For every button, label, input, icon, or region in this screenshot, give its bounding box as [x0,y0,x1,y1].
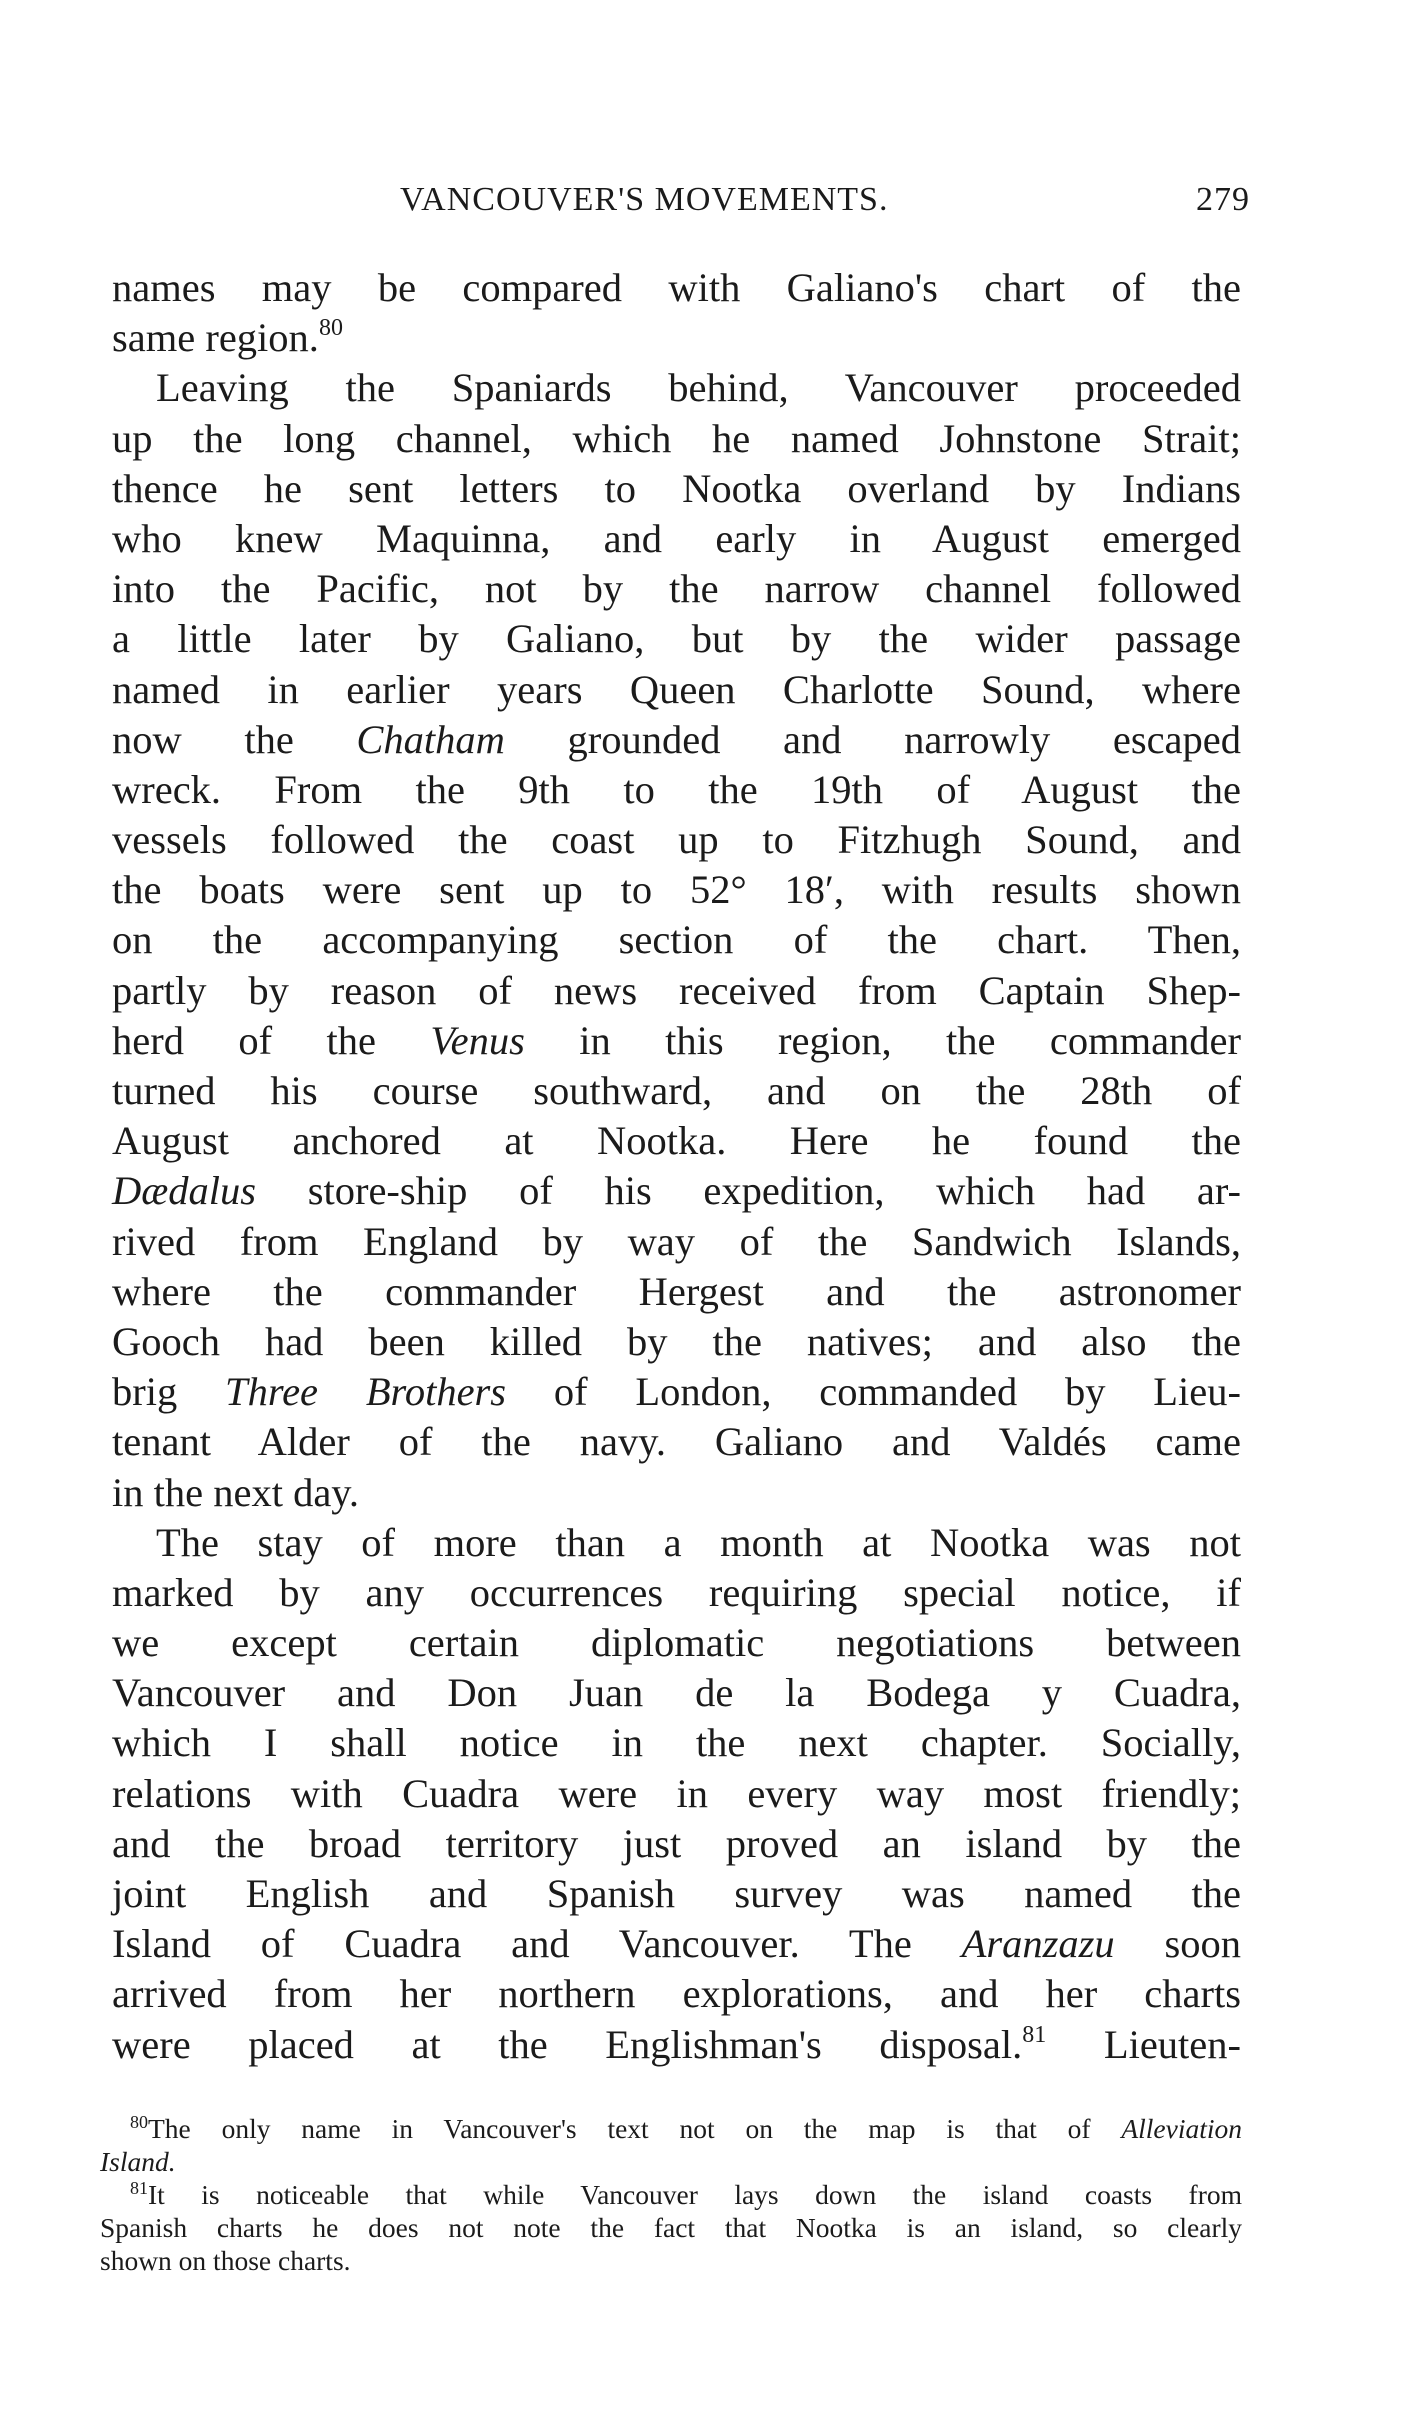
text-line: thence he sent letters to Nootka overland by Indians [112,465,1241,511]
text-segment: brig [112,1369,178,1415]
footnote-text: It is noticeable that while Vancouver lays down the island coasts from [148,2179,1242,2210]
text-line [112,1166,1241,1216]
text-line: rived from England by way of the Sandwich Islands, [112,1218,1241,1264]
text-line [112,313,1241,363]
text-line [112,1367,1241,1417]
text-line: on the accompanying section of the chart. Then, [112,917,1241,963]
text-line: joint English and Spanish survey was named the [112,1871,1241,1916]
text-line: who knew Maquinna, and early in August emerged [112,515,1241,561]
text-line: arrived from her northern explorations, and her charts [112,1971,1241,2017]
footnote-81-line: Spanish charts he does not note the fact that Nootka is an island, so clearly [100,2212,1242,2243]
text-line: we except certain diplomatic negotiations between [112,1620,1241,1666]
text-line [112,1016,1241,1066]
footnote-80-cont [100,2145,1242,2178]
footnote-number: 80 [130,2112,148,2132]
running-title: VANCOUVER'S MOVEMENTS. [400,181,889,218]
text-segment: now the [112,716,294,762]
text-line [112,1919,1241,1969]
footnote-80 [100,2112,1242,2145]
ship-name-italic: Aranzazu [961,1921,1115,1967]
ship-name-italic: Chatham [356,716,505,762]
text-line: Vancouver and Don Juan de la Bodega y Cuadra, [112,1670,1241,1716]
text-line: vessels followed the coast up to Fitzhugh Sound, and [112,817,1241,863]
ship-name-italic: Three Brothers [225,1369,507,1415]
text-line: the boats were sent up to 52° 18′, with results shown [112,867,1241,913]
footnote-81 [100,2178,1242,2211]
ship-name-italic: Venus [430,1017,525,1063]
text-segment: grounded and narrowly escaped [567,716,1242,762]
text-line: marked by any occurrences requiring special notice, if [112,1569,1241,1615]
text-line: Gooch had been killed by the natives; and also the [112,1318,1241,1364]
text-segment: in this region, the commander [579,1017,1242,1063]
text-line: a little later by Galiano, but by the wider passage [112,616,1241,662]
text-line: The stay of more than a month at Nootka was not [156,1519,1241,1565]
text-line: which I shall notice in the next chapter. Socially, [112,1720,1241,1766]
footnote-number: 81 [130,2178,148,2198]
footnote-italic: Island. [100,2146,176,2177]
footnote-text: The only name in Vancouver's text not on the map is that of [148,2113,1091,2144]
text-segment: Lieuten- [1103,2021,1242,2067]
text-line [112,715,1241,765]
text-line: tenant Alder of the navy. Galiano and Valdés came [112,1419,1241,1465]
text-line: wreck. From the 9th to the 19th of August the [112,766,1241,812]
text-line: August anchored at Nootka. Here he found the [112,1118,1241,1164]
ship-name-italic: Dædalus [112,1168,257,1214]
text-line: relations with Cuadra were in every way most friendly; [112,1770,1241,1816]
text-segment: store-ship of his expedition, which had ar- [307,1168,1241,1214]
body-text [112,263,1241,2070]
text-segment: Island of Cuadra and Vancouver. The [112,1921,912,1967]
text-line: Leaving the Spaniards behind, Vancouver proceeded [156,365,1241,411]
running-header [400,181,1250,231]
text-line: into the Pacific, not by the narrow channel followed [112,566,1241,612]
text-line: partly by reason of news received from Captain Shep- [112,967,1241,1013]
footnotes [100,2112,1242,2277]
footnote-81-line: shown on those charts. [100,2245,351,2276]
footnote-italic: Alleviation [1121,2113,1243,2144]
text-line [112,2020,1241,2070]
text-segment: herd of the [112,1017,376,1063]
text-line: in the next day. [112,1469,360,1515]
page-number: 279 [1196,181,1250,218]
text-line: where the commander Hergest and the astronomer [112,1268,1241,1314]
text-segment: were placed at the Englishman's disposal. [112,2021,1023,2067]
text-line: and the broad territory just proved an island by the [112,1820,1241,1866]
text-line: named in earlier years Queen Charlotte Sound, where [112,666,1241,712]
text-segment: same region. [112,315,319,361]
footnote-ref-80: 80 [318,315,343,342]
text-segment: of London, commanded by Lieu- [553,1369,1242,1415]
text-segment: soon [1164,1921,1242,1967]
footnote-ref-81: 81 [1022,2021,1047,2048]
text-line: up the long channel, which he named Johnstone Strait; [112,415,1241,461]
text-line: turned his course southward, and on the 28th of [112,1068,1241,1113]
text-line: names may be compared with Galiano's chart of the [112,265,1241,310]
